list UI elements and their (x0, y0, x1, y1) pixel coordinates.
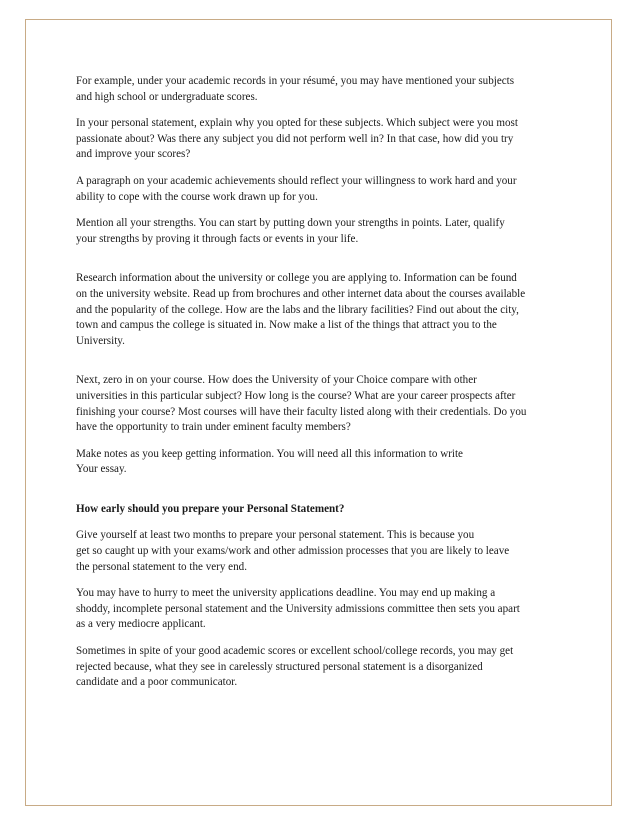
paragraph-academic-records: For example, under your academic records in your résumé, you may have mentioned your subjects and high school or undergraduate scores. (76, 75, 515, 103)
paragraph-rejected: Sometimes in spite of your good academic scores or excellent school/college records, you may get rejected because, what they see in carelessly structured personal statement is a disorganized candidate and a poor communicator. (76, 645, 514, 689)
paragraph-explain-subjects: In your personal statement, explain why you opted for these subjects. Which subject were you most passionate about? Was there any subject you did not perform well in? In that case, how did you try and improve your scores? (76, 117, 518, 161)
document-body (76, 74, 576, 691)
paragraph-deadline: You may have to hurry to meet the university applications deadline. You may end up making a shoddy, incomplete personal statement and the University admissions committee then sets you apart as a very mediocre applicant. (76, 587, 520, 631)
section-heading: How early should you prepare your Personal Statement? (76, 502, 345, 515)
paragraph-course: Next, zero in on your course. How does the University of your Choice compare with other universities in this particular subject? How long is the course? What are your career prospects after finishing your course? Most courses will have their faculty listed along with their credentials. Do you have the opportunity to train under eminent faculty members? (76, 374, 527, 434)
paragraph-academic-achievements: A paragraph on your academic achievements should reflect your willingness to work hard and your ability to cope with the course work drawn up for you. (76, 174, 517, 203)
paragraph-strengths: Mention all your strengths. You can start by putting down your strengths in points. Later, qualify your strengths by proving it through facts or events in your life. (76, 217, 505, 245)
paragraph-two-months: Give yourself at least two months to prepare your personal statement. This is because you get so caught up with your exams/work and other admission processes that you are likely to leave the personal statement to the very end. (76, 529, 510, 573)
paragraph-make-notes: Make notes as you keep getting information. You will need all this information to write Your essay. (76, 447, 463, 476)
paragraph-research-university: Research information about the university or college you are applying to. Information can be found on the university website. Read up from brochures and other internet data about the courses available and the popularity of the college. How are the labs and the library facilities? Find out about the city, town and campus the college is situated in. Now make a list of the things that attract you to the University. (76, 272, 526, 347)
